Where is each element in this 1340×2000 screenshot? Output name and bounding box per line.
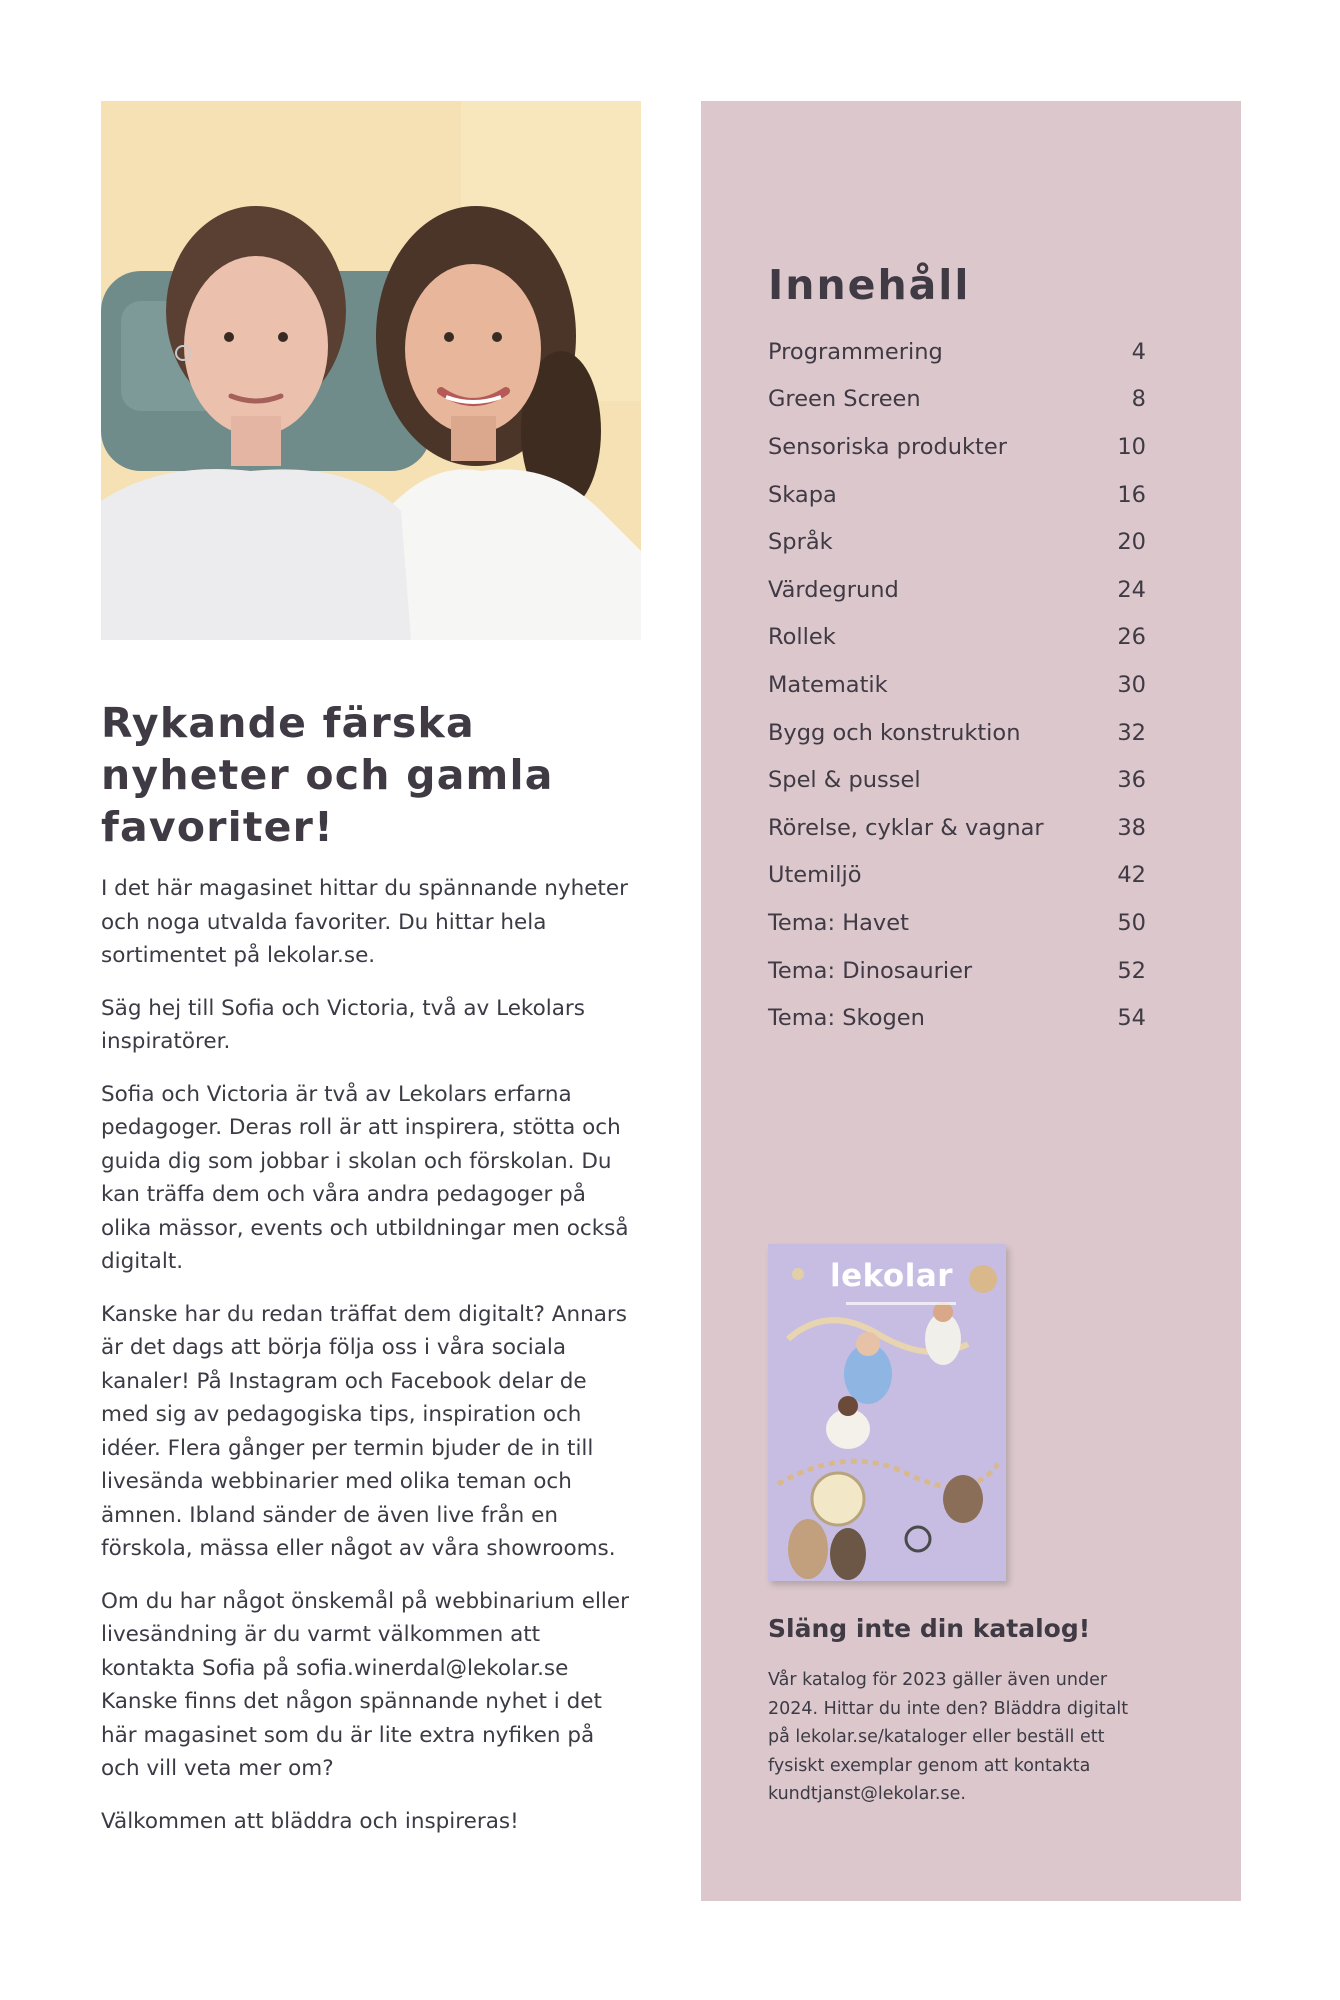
toc-item[interactable] — [768, 376, 1146, 424]
toc-item-page: 26 — [1117, 624, 1146, 651]
toc-item-label: Sensoriska produkter — [768, 433, 1007, 460]
toc-item-label: Matematik — [768, 671, 888, 698]
toc-item-label: Tema: Havet — [768, 909, 909, 936]
toc-item[interactable] — [768, 756, 1146, 804]
toc-item-page: 4 — [1131, 338, 1146, 365]
toc-item-label: Tema: Skogen — [768, 1005, 925, 1032]
toc-item-page: 42 — [1117, 862, 1146, 889]
toc-item-page: 54 — [1117, 1005, 1146, 1032]
toc-item-page: 50 — [1117, 909, 1146, 936]
article-paragraph: Sofia och Victoria är två av Lekolars erfarna pedagoger. Deras roll är att inspirera, stötta och guida dig som jobbar i skolan och förskolan. Du kan träffa dem och våra andra pedagoger på olika mässor, events och utbildningar men också digitalt. — [101, 1081, 629, 1274]
article-paragraph: Säg hej till Sofia och Victoria, två av Lekolars inspiratörer. — [101, 995, 585, 1054]
toc-item[interactable] — [768, 566, 1146, 614]
toc-item-label: Utemiljö — [768, 862, 862, 889]
toc-item[interactable] — [768, 994, 1146, 1042]
toc-item-page: 30 — [1117, 671, 1146, 698]
photo-illustration — [101, 101, 641, 640]
toc-item-label: Green Screen — [768, 386, 921, 413]
toc-item-page: 10 — [1117, 433, 1146, 460]
toc-item[interactable] — [768, 709, 1146, 757]
toc-item-label: Bygg och konstruktion — [768, 719, 1021, 746]
toc-item-page: 24 — [1117, 576, 1146, 603]
toc-item[interactable] — [768, 614, 1146, 662]
toc-item-label: Rollek — [768, 624, 836, 651]
article-paragraph: Välkommen att bläddra och inspireras! — [101, 1808, 519, 1834]
toc-item-page: 16 — [1117, 481, 1146, 508]
toc-item-label: Skapa — [768, 481, 837, 508]
article-paragraph: I det här magasinet hittar du spännande nyheter och noga utvalda favoriter. Du hittar hela sortimentet på lekolar.se. — [101, 876, 628, 968]
toc-item-label: Programmering — [768, 338, 943, 365]
toc-item[interactable] — [768, 899, 1146, 947]
toc-item-label: Rörelse, cyklar & vagnar — [768, 814, 1044, 841]
toc-item[interactable] — [768, 328, 1146, 376]
toc-item-page: 36 — [1117, 767, 1146, 794]
article-paragraph: Kanske har du redan träffat dem digitalt? Annars är det dags att börja följa oss i våra sociala kanaler! På Instagram och Facebook delar de med sig av pedagogiska tips, inspiration och idéer. Flera gånger per termin bjuder de in till livesända webbinarier med olika teman och ämnen. Ibland sänder de även live från en förskola, mässa eller något av våra showrooms. — [101, 1301, 627, 1561]
hero-photo — [101, 101, 641, 640]
toc-item[interactable] — [768, 518, 1146, 566]
toc-item-label: Värdegrund — [768, 576, 899, 603]
toc-item[interactable] — [768, 423, 1146, 471]
toc-item-page: 52 — [1117, 957, 1146, 984]
toc-item-page: 32 — [1117, 719, 1146, 746]
toc-item-page: 20 — [1117, 529, 1146, 556]
toc-item-label: Tema: Dinosaurier — [768, 957, 973, 984]
toc-item[interactable] — [768, 804, 1146, 852]
callout-title: Släng inte din katalog! — [768, 1614, 1091, 1643]
contents-sidebar — [701, 101, 1241, 1901]
article-paragraph: Om du har något önskemål på webbinarium eller livesändning är du varmt välkommen att kontakta Sofia på sofia.winerdal@lekolar.se Kanske finns det någon spännande nyhet i det här magasinet som du är lite extra nyfiken på och vill veta mer om? — [101, 1588, 629, 1781]
catalog-logo: lekolar — [830, 1258, 954, 1294]
toc-item[interactable] — [768, 852, 1146, 900]
toc-item-page: 38 — [1117, 814, 1146, 841]
toc-item[interactable] — [768, 661, 1146, 709]
catalog-cover[interactable] — [768, 1244, 1006, 1581]
toc-title: Innehåll — [768, 261, 971, 309]
toc-item-label: Språk — [768, 529, 833, 556]
toc-item[interactable] — [768, 471, 1146, 519]
toc-item[interactable] — [768, 947, 1146, 995]
article-body — [101, 872, 631, 1857]
toc-item-page: 8 — [1131, 386, 1146, 413]
toc-item-label: Spel & pussel — [768, 767, 921, 794]
callout-text: Vår katalog för 2023 gäller även under 2024. Hittar du inte den? Bläddra digitalt på lekolar.se/kataloger eller beställ ett fysiskt exemplar genom att kontakta kundtjanst@lekolar.se. — [768, 1670, 1129, 1804]
table-of-contents — [768, 328, 1146, 1042]
catalog-cover-illustration — [768, 1244, 1006, 1581]
catalog-subtitle-line — [846, 1302, 956, 1305]
article-headline: Rykande färska nyheter och gamla favoriter! — [101, 699, 554, 851]
